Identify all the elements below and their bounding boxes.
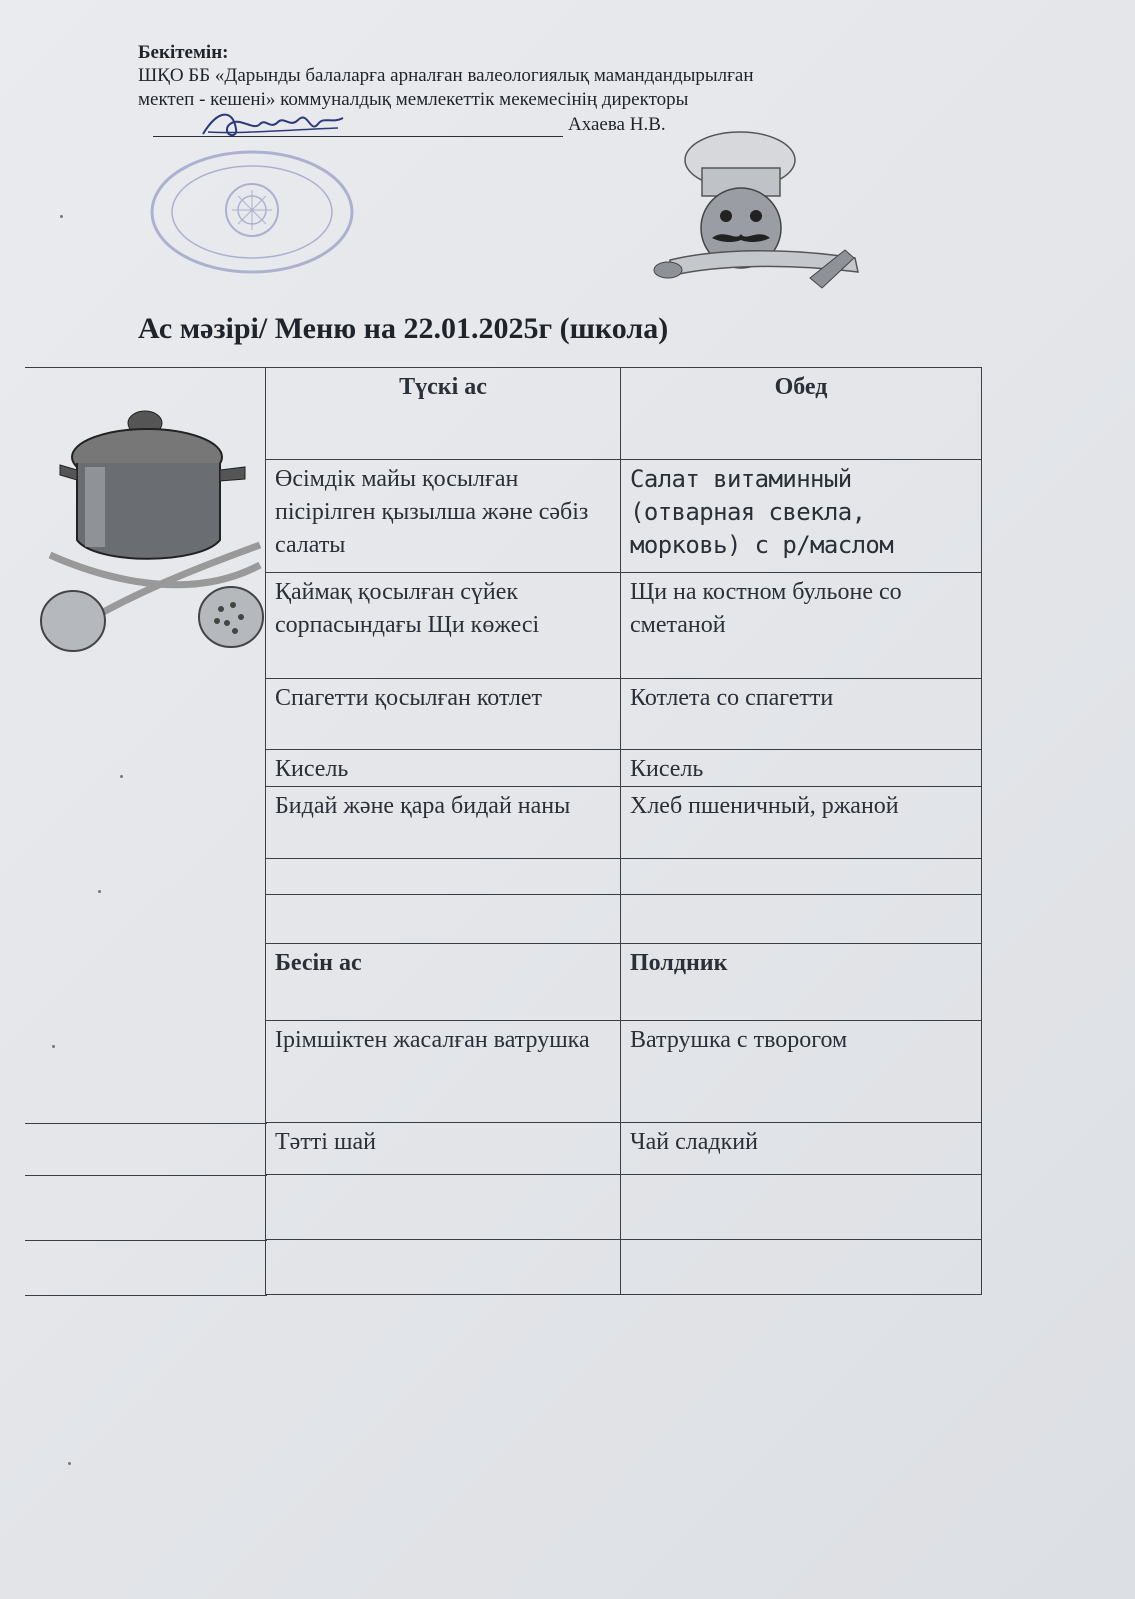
left-rule-2 (25, 1175, 267, 1176)
table-row (266, 1123, 982, 1175)
approval-block (138, 42, 1018, 142)
table-row (266, 679, 982, 750)
official-stamp (150, 150, 355, 275)
lunch-item-ru: Котлета со спагетти (621, 679, 982, 750)
lunch-item-ru (621, 895, 982, 944)
table-row-empty (266, 859, 982, 895)
lunch-item-ru: Кисель (621, 750, 982, 787)
director-name: Ахаева Н.В. (568, 114, 666, 135)
snack-item-kz: Тәтті шай (266, 1123, 621, 1175)
left-rule-3 (25, 1240, 267, 1241)
lunch-header-kz: Түскі ас (266, 368, 621, 460)
table-row-empty (266, 895, 982, 944)
scan-speck (98, 890, 101, 893)
menu-title: Ас мәзірі/ Меню на 22.01.2025г (школа) (138, 312, 669, 345)
handwritten-signature (198, 104, 348, 144)
table-row-lunch-header (266, 368, 982, 460)
table-row (266, 573, 982, 679)
chef-illustration (640, 130, 870, 300)
organization-line-2: мектеп - кешені» коммуналдық мемлекеттік мекемесінің директоры (138, 89, 689, 110)
table-row-empty (266, 1240, 982, 1295)
lunch-item-kz (266, 895, 621, 944)
snack-item-kz (266, 1240, 621, 1295)
lunch-item-ru (621, 859, 982, 895)
lunch-header-ru: Обед (621, 368, 982, 460)
lunch-item-ru: Салат витаминный (отварная свекла, морковь) с р/маслом (621, 460, 982, 573)
table-row (266, 460, 982, 573)
snack-item-kz (266, 1175, 621, 1240)
table-row-snack-header (266, 944, 982, 1021)
left-rule-1 (25, 1123, 267, 1124)
lunch-item-kz: Өсімдік майы қосылған пісірілген қызылша және сәбіз салаты (266, 460, 621, 573)
scan-speck (60, 215, 63, 218)
lunch-item-ru: Щи на костном бульоне со сметаной (621, 573, 982, 679)
scan-speck (52, 1045, 55, 1048)
table-row (266, 750, 982, 787)
table-row (266, 1021, 982, 1123)
approve-label: Бекітемін: (138, 42, 229, 63)
snack-header-kz: Бесін ас (266, 944, 621, 1021)
menu-table (265, 367, 982, 1295)
table-row-empty (266, 1175, 982, 1240)
snack-item-ru (621, 1175, 982, 1240)
left-rule-top (25, 367, 267, 368)
snack-item-ru: Ватрушка с творогом (621, 1021, 982, 1123)
snack-item-kz: Ірімшіктен жасалған ватрушка (266, 1021, 621, 1123)
lunch-item-kz (266, 859, 621, 895)
organization-line-1: ШҚО ББ «Дарынды балаларға арналған валеологиялық мамандандырылған (138, 65, 754, 86)
lunch-item-kz: Кисель (266, 750, 621, 787)
table-row (266, 787, 982, 859)
cooking-pot-illustration (35, 395, 267, 665)
lunch-item-ru: Хлеб пшеничный, ржаной (621, 787, 982, 859)
lunch-item-kz: Спагетти қосылған котлет (266, 679, 621, 750)
lunch-item-kz: Қаймақ қосылған сүйек сорпасындағы Щи көжесі (266, 573, 621, 679)
scan-speck (120, 775, 123, 778)
signature-row (138, 112, 1018, 142)
snack-item-ru (621, 1240, 982, 1295)
scan-speck (68, 1462, 71, 1465)
snack-item-ru: Чай сладкий (621, 1123, 982, 1175)
left-rule-bottom (25, 1295, 267, 1296)
snack-header-ru: Полдник (621, 944, 982, 1021)
lunch-item-kz: Бидай және қара бидай наны (266, 787, 621, 859)
